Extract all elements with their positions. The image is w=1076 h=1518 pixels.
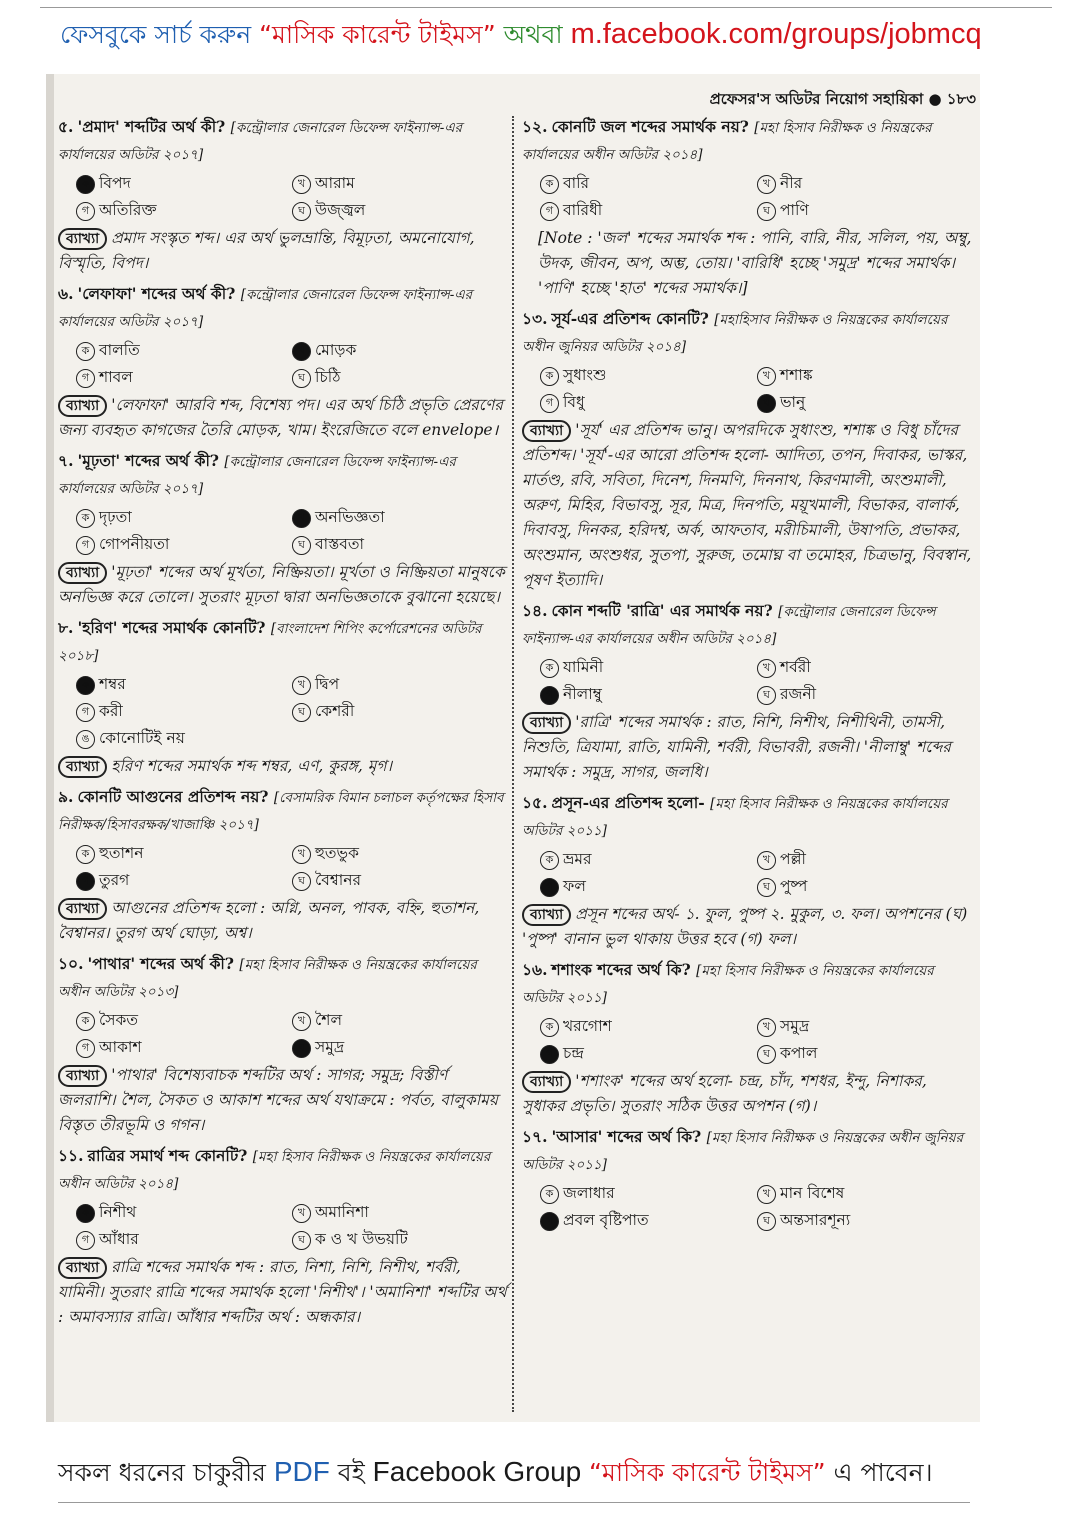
question-source: [মহা হিসাব নিরীক্ষক ও নিয়ন্ত্রকের কার্যালয়ের অধীন অডিটর ২০১৪]: [58, 1149, 491, 1192]
option-item: [292, 1226, 508, 1253]
option-text: বালতি: [99, 341, 140, 359]
question-number: ১৩.: [522, 309, 548, 328]
question-source: [মহা হিসাব নিরীক্ষক ও নিয়ন্ত্রকের কার্যালয়ের অডিটর ২০১১]: [522, 796, 948, 839]
option-marker: ঘ: [757, 1212, 776, 1231]
option-text: বৈশ্বানর: [315, 871, 362, 889]
correct-answer-marker: গ: [540, 1045, 559, 1064]
option-item: [76, 1007, 292, 1034]
options-grid: [76, 671, 508, 752]
option-text: খরগোশ: [563, 1017, 612, 1035]
option-marker: ক: [76, 1012, 95, 1031]
question-block: [58, 448, 508, 610]
explanation-tag: ব্যাখ্যা: [522, 420, 571, 442]
option-text: শৈল: [315, 1011, 342, 1029]
question-line: [58, 281, 508, 335]
question-source: [বেসামরিক বিমান চলাচল কর্তৃপক্ষের হিসাব নিরীক্ষক/হিসাবরক্ষক/খাজাঞ্চি ২০১৭]: [58, 790, 504, 833]
explanation: [522, 710, 974, 785]
question-source: [কন্ট্রোলার জেনারেল ডিফেন্স ফাইন্যান্স-এর কার্যালয়ের অধীন অডিটর ২০১৪]: [522, 604, 936, 647]
question-text: কোনটি আগুনের প্রতিশব্দ নয়?: [77, 787, 269, 806]
option-item: [757, 1207, 974, 1234]
question-block: [522, 790, 974, 952]
option-item: [540, 197, 757, 224]
option-item: [757, 389, 974, 416]
option-marker: খ: [757, 659, 776, 678]
question-line: [58, 951, 508, 1005]
explanation-text: 'শশাংক' শব্দের অর্থ হলো- চন্দ্র, চাঁদ, শশধর, ইন্দু, নিশাকর, সুধাকর প্রভৃতি। সুতরাং সঠিক উত্তর অপশন (গ)।: [522, 1072, 927, 1115]
question-block: [58, 951, 508, 1138]
option-text: সমুদ্র: [780, 1017, 810, 1035]
question-line: [522, 1124, 974, 1178]
option-item: [292, 1199, 508, 1226]
question-block: [58, 784, 508, 946]
option-item: [76, 197, 292, 224]
option-text: সুধাংশু: [563, 366, 607, 384]
explanation-text: 'সূর্য' এর প্রতিশব্দ ভানু। অপরদিকে সুধাংশু, শশাঙ্ক ও বিধু চাঁদের প্রতিশব্দ। 'সূর্য'-এর আরো প্রতিশব্দ হলো- আদিত্য, তপন, দিবাকর, ভাস্কর, মার্তণ্ড, রবি, সবিতা, দিনেশ, দিনমণি, দিননাথ, কিরণমালী, অংশুমালী, অরুণ, মিহির, বিভাবসু, সূর, মিত্র, দিনপতি, ময়ূখমালী, বিভাকর, বালার্ক, দিবাবসু, দিনকর, হরিদশ্ব, অর্ক, আফতাব, মরীচিমালী, উষাপতি, প্রভাকর, অংশুমান, অংশুধর, সুতপা, সুরুজ, তমোঘ্ন বা তমোহর, চিত্রভানু, বিবস্বান, পূষণ ইত্যাদি।: [522, 421, 972, 589]
option-marker: ক: [540, 1185, 559, 1204]
question-block: [522, 306, 974, 593]
explanation-tag: ব্যাখ্যা: [522, 904, 571, 926]
option-item: [292, 867, 508, 894]
option-text: তুরগ: [99, 871, 130, 889]
option-marker: ঙ: [76, 730, 95, 749]
banner-url-link[interactable]: m.facebook.com/groups/jobmcq: [570, 18, 982, 50]
bottom-text-3: এ পাবেন।: [825, 1458, 933, 1487]
option-marker: ঘ: [757, 202, 776, 221]
option-marker: ক: [540, 851, 559, 870]
option-text: অতিরিক্ত: [99, 201, 157, 219]
option-text: কেশরী: [315, 702, 355, 720]
option-text: শশাঙ্ক: [780, 366, 813, 384]
option-marker: ঘ: [757, 878, 776, 897]
option-marker: খ: [292, 676, 311, 695]
option-text: ফল: [563, 877, 586, 895]
explanation-text: প্রসূন শব্দের অর্থ- ১. ফুল, পুষ্প ২. মুকুল, ৩. ফল। অপশনের (ঘ) 'পুষ্প' বানান ভুল থাকায় উত্তর হবে (গ) ফল।: [522, 905, 968, 948]
option-marker: গ: [76, 202, 95, 221]
correct-answer-marker: ঘ: [757, 394, 776, 413]
left-column: [58, 114, 508, 1335]
option-item: [292, 671, 508, 698]
explanation-text: হরিণ শব্দের সমার্থক শব্দ শম্বর, এণ, কুরঙ্গ, মৃগ।: [111, 757, 393, 775]
options-grid: [76, 1199, 508, 1253]
options-grid: [540, 846, 974, 900]
option-text: শাবল: [99, 368, 133, 386]
option-item: [757, 362, 974, 389]
options-grid: [76, 337, 508, 391]
option-text: পল্লী: [780, 850, 806, 868]
option-marker: গ: [76, 536, 95, 555]
question-number: ৭.: [58, 451, 74, 470]
option-text: বাস্তবতা: [315, 535, 365, 553]
explanation: [522, 418, 974, 593]
option-text: শম্বর: [99, 675, 126, 693]
option-marker: ঘ: [292, 872, 311, 891]
option-item: [540, 362, 757, 389]
option-item: [76, 364, 292, 391]
question-block: [522, 1124, 974, 1234]
option-item: [76, 531, 292, 558]
option-item: [540, 873, 757, 900]
option-marker: গ: [540, 394, 559, 413]
correct-answer-marker: গ: [540, 878, 559, 897]
question-text: 'আসার' শব্দের অর্থ কি?: [551, 1127, 702, 1146]
option-marker: খ: [757, 851, 776, 870]
question-source: [বাংলাদেশ শিপিং কর্পোরেশনের অডিটর ২০১৮]: [58, 621, 482, 664]
question-line: [522, 790, 974, 844]
bottom-text-1: সকল ধরনের চাকুরীর: [58, 1458, 274, 1487]
option-item: [757, 170, 974, 197]
question-source: [মহা হিসাব নিরীক্ষক ও নিয়ন্ত্রকের কার্যালয়ের অডিটর ২০১১]: [522, 963, 934, 1006]
question-text: প্রসূন-এর প্রতিশব্দ হলো-: [551, 793, 705, 812]
option-item: [76, 698, 292, 725]
question-number: ১৭.: [522, 1127, 548, 1146]
option-item: [757, 846, 974, 873]
question-number: ৮.: [58, 618, 74, 637]
question-line: [58, 784, 508, 838]
options-grid: [76, 1007, 508, 1061]
right-column: [522, 114, 974, 1239]
question-block: [58, 1143, 508, 1330]
option-text: নীর: [780, 174, 803, 192]
option-marker: খ: [757, 1018, 776, 1037]
option-marker: ঘ: [292, 703, 311, 722]
correct-answer-marker: গ: [76, 872, 95, 891]
question-number: ১৪.: [522, 601, 548, 620]
correct-answer-marker: ক: [76, 1204, 95, 1223]
option-marker: ক: [540, 367, 559, 386]
option-text: কোনোটিই নয়: [99, 729, 185, 747]
option-marker: ঘ: [292, 202, 311, 221]
question-number: ৯.: [58, 787, 74, 806]
explanation-tag: ব্যাখ্যা: [58, 1257, 107, 1279]
option-item: [76, 725, 292, 752]
option-text: অন্তসারশূন্য: [780, 1211, 851, 1229]
option-text: বারি: [563, 174, 590, 192]
option-item: [540, 1207, 757, 1234]
question-text: কোন শব্দটি 'রাত্রি' এর সমার্থক নয়?: [551, 601, 773, 620]
option-item: [540, 846, 757, 873]
option-text: রজনী: [780, 685, 817, 703]
explanation-text: আগুনের প্রতিশব্দ হলো : অগ্নি, অনল, পাবক, বহ্নি, হুতাশন, বৈশ্বানর। তুরগ অর্থ ঘোড়া, অশ্ব।: [58, 899, 480, 942]
option-text: যামিনী: [563, 658, 604, 676]
option-item: [76, 1226, 292, 1253]
bottom-banner: [58, 1450, 1058, 1494]
option-marker: খ: [757, 1185, 776, 1204]
options-grid: [76, 840, 508, 894]
option-marker: গ: [540, 202, 559, 221]
option-marker: ক: [76, 509, 95, 528]
bottom-rule: [58, 1502, 970, 1503]
option-item: [292, 364, 508, 391]
bottom-text-2: বই: [329, 1458, 373, 1487]
option-marker: ঘ: [292, 369, 311, 388]
explanation-tag: ব্যাখ্যা: [522, 1071, 571, 1093]
explanation-tag: ব্যাখ্যা: [58, 395, 107, 417]
option-text: জলাধার: [563, 1184, 615, 1202]
question-source: [কন্ট্রোলার জেনারেল ডিফেন্স ফাইন্যান্স-এর কার্যালয়ের অডিটর ২০১৭]: [58, 454, 456, 497]
option-text: কপাল: [780, 1044, 818, 1062]
option-text: বিধু: [563, 393, 585, 411]
option-marker: খ: [757, 367, 776, 386]
question-text: রাত্রির সমার্থ শব্দ কোনটি?: [87, 1146, 248, 1165]
option-marker: ঘ: [292, 1231, 311, 1250]
option-marker: খ: [757, 175, 776, 194]
option-item: [76, 671, 292, 698]
option-text: করী: [99, 702, 123, 720]
option-text: সমুদ্র: [315, 1038, 345, 1056]
question-text: সূর্য-এর প্রতিশব্দ কোনটি?: [551, 309, 709, 328]
option-item: [292, 170, 508, 197]
explanation-text: 'পাথার' বিশেষ্যবাচক শব্দটির অর্থ : সাগর; সমুদ্র; বিস্তীর্ণ জলরাশি। শৈল, সৈকত ও আকাশ শব্দের অর্থ যথাক্রমে : পর্বত, বালুকাময় বিস্তৃত তীরভূমি ও গগন।: [58, 1066, 498, 1134]
question-number: ১০.: [58, 954, 84, 973]
option-item: [76, 840, 292, 867]
options-grid: [540, 1180, 974, 1234]
explanation-text: 'মূঢ়তা' শব্দের অর্থ মূর্খতা, নিষ্ক্রিয়তা। মূর্খতা ও নিষ্ক্রিয়তা মানুষকে অনভিজ্ঞ করে তোলে। সুতরাং মূঢ়তা দ্বারা অনভিজ্ঞতাকে বুঝানো হয়েছে।: [58, 563, 505, 606]
question-block: [522, 598, 974, 785]
option-marker: গ: [76, 369, 95, 388]
question-source: [কন্ট্রোলার জেনারেল ডিফেন্স ফাইন্যান্স-এর কার্যালয়ের অডিটর ২০১৭]: [58, 120, 463, 163]
option-marker: গ: [76, 1231, 95, 1250]
option-item: [540, 654, 757, 681]
explanation-tag: ব্যাখ্যা: [522, 712, 571, 734]
option-text: পুষ্প: [780, 877, 808, 895]
question-number: ৫.: [58, 117, 74, 136]
options-grid: [76, 504, 508, 558]
option-item: [76, 337, 292, 364]
question-number: ৬.: [58, 284, 74, 303]
explanation: [58, 560, 508, 610]
question-text: 'প্রমাদ' শব্দটির অর্থ কী?: [77, 117, 226, 136]
scanned-page: [46, 74, 980, 1422]
option-marker: ঘ: [757, 686, 776, 705]
option-text: আকাশ: [99, 1038, 142, 1056]
bottom-group-name: “মাসিক কারেন্ট টাইমস”: [589, 1458, 826, 1487]
option-text: বারিধী: [563, 201, 603, 219]
bottom-facebook-group: Facebook Group: [372, 1456, 589, 1487]
question-line: [522, 957, 974, 1011]
question-source: [মহাহিসাব নিরীক্ষক ও নিয়ন্ত্রকের কার্যালয়ের অধীন জুনিয়র অডিটর ২০১৪]: [522, 312, 948, 355]
question-number: ১২.: [522, 117, 548, 136]
option-marker: খ: [292, 175, 311, 194]
option-text: প্রবল বৃষ্টিপাত: [563, 1211, 649, 1229]
option-text: নিশীথ: [99, 1203, 137, 1221]
question-text: 'হরিণ' শব্দের সমার্থক কোনটি?: [77, 618, 266, 637]
options-grid: [540, 362, 974, 416]
question-line: [58, 448, 508, 502]
option-text: হুতভুক: [315, 844, 359, 862]
option-text: আরাম: [315, 174, 355, 192]
option-item: [292, 197, 508, 224]
option-text: উজ্জ্বল: [315, 201, 366, 219]
option-text: সৈকত: [99, 1011, 138, 1029]
option-text: মোড়ক: [315, 341, 357, 359]
option-text: ভানু: [780, 393, 806, 411]
option-marker: খ: [292, 1204, 311, 1223]
question-source: [মহা হিসাব নিরীক্ষক ও নিয়ন্ত্রকের অধীন জুনিয়র অডিটর ২০১১]: [522, 1130, 964, 1173]
option-item: [76, 867, 292, 894]
question-source: [মহা হিসাব নিরীক্ষক ও নিয়ন্ত্রকের কার্যালয়ের অধীন অডিটর ২০১৪]: [522, 120, 932, 163]
option-text: মান বিশেষ: [780, 1184, 845, 1202]
option-marker: গ: [76, 703, 95, 722]
explanation-tag: ব্যাখ্যা: [58, 562, 107, 584]
question-block: [522, 114, 974, 301]
explanation-text: 'রাত্রি' শব্দের সমার্থক : রাত, নিশি, নিশীথ, নিশীথিনী, তামসী, নিশুতি, ত্রিযামা, রাতি, যামিনী, শর্বরী, বিভাবরী, রজনী। 'নীলাম্বু' শব্দের সমার্থক : সমুদ্র, সাগর, জলধি।: [522, 713, 951, 781]
explanation: [58, 226, 508, 276]
question-line: [58, 114, 508, 168]
option-item: [757, 1013, 974, 1040]
explanation: [58, 896, 508, 946]
option-text: অমানিশা: [315, 1203, 369, 1221]
option-text: ক ও খ উভয়টি: [315, 1230, 408, 1248]
option-text: আঁধার: [99, 1230, 139, 1248]
option-item: [76, 1199, 292, 1226]
question-number: ১১.: [58, 1146, 84, 1165]
option-text: দ্বিপ: [315, 675, 340, 693]
question-text: কোনটি জল শব্দের সমার্থক নয়?: [551, 117, 749, 136]
option-item: [540, 1040, 757, 1067]
option-text: শর্বরী: [780, 658, 811, 676]
option-item: [292, 698, 508, 725]
option-item: [292, 840, 508, 867]
question-block: [58, 114, 508, 276]
option-item: [540, 1180, 757, 1207]
option-marker: ক: [540, 175, 559, 194]
explanation-tag: ব্যাখ্যা: [58, 898, 107, 920]
explanation-text: রাত্রি শব্দের সমার্থক শব্দ : রাত, নিশা, নিশি, নিশীথ, শর্বরী, যামিনী। সুতরাং রাত্রি শব্দের সমার্থক হলো 'নিশীথ'। 'অমানিশা' শব্দটির অর্থ : অমাবস্যার রাত্রি। আঁধার শব্দটির অর্থ : অন্ধকার।: [58, 1258, 507, 1326]
correct-answer-marker: ক: [76, 175, 95, 194]
correct-answer-marker: গ: [540, 686, 559, 705]
option-marker: ক: [540, 1018, 559, 1037]
option-text: অনভিজ্ঞতা: [315, 508, 385, 526]
option-item: [757, 654, 974, 681]
option-item: [540, 1013, 757, 1040]
question-line: [522, 114, 974, 168]
option-text: ভ্রমর: [563, 850, 592, 868]
correct-answer-marker: গ: [540, 1212, 559, 1231]
option-item: [540, 681, 757, 708]
option-marker: গ: [76, 1039, 95, 1058]
option-text: বিপদ: [99, 174, 131, 192]
question-text: 'পাথার' শব্দের অর্থ কী?: [87, 954, 234, 973]
option-item: [76, 504, 292, 531]
option-item: [540, 170, 757, 197]
option-text: চিঠি: [315, 368, 341, 386]
explanation: [58, 1063, 508, 1138]
question-block: [522, 957, 974, 1119]
option-item: [757, 1040, 974, 1067]
option-marker: ঘ: [292, 536, 311, 555]
options-grid: [540, 1013, 974, 1067]
option-text: গোপনীয়তা: [99, 535, 170, 553]
question-text: শশাংক শব্দের অর্থ কি?: [551, 960, 691, 979]
question-block: [58, 281, 508, 443]
explanation-tag: ব্যাখ্যা: [58, 756, 107, 778]
explanation: [58, 393, 508, 443]
top-banner: [60, 12, 1060, 56]
banner-or-text: অথবা: [495, 20, 571, 49]
correct-answer-marker: খ: [292, 342, 311, 361]
question-line: [58, 615, 508, 669]
explanation: [58, 754, 508, 779]
option-item: [757, 873, 974, 900]
option-item: [76, 1034, 292, 1061]
option-item: [292, 1007, 508, 1034]
option-text: হুতাশন: [99, 844, 144, 862]
correct-answer-marker: ক: [76, 676, 95, 695]
question-block: [58, 615, 508, 779]
option-marker: ঘ: [757, 1045, 776, 1064]
explanation-tag: ব্যাখ্যা: [58, 1065, 107, 1087]
explanation-text: প্রমাদ সংস্কৃত শব্দ। এর অর্থ ভুলভ্রান্তি, বিমূঢ়তা, অমনোযোগ, বিস্মৃতি, বিপদ।: [58, 229, 475, 272]
option-item: [757, 1180, 974, 1207]
option-item: [757, 681, 974, 708]
bottom-pdf: PDF: [273, 1456, 330, 1487]
question-line: [522, 598, 974, 652]
option-marker: ক: [540, 659, 559, 678]
running-head: প্রফেসর'স অডিটর নিয়োগ সহায়িকা ● ১৮৩: [709, 90, 976, 108]
explanation: [522, 902, 974, 952]
question-number: ১৫.: [522, 793, 548, 812]
explanation-tag: ব্যাখ্যা: [58, 228, 107, 250]
column-divider: [512, 116, 514, 1412]
option-marker: ক: [76, 845, 95, 864]
option-item: [292, 1034, 508, 1061]
option-item: [540, 389, 757, 416]
option-marker: খ: [292, 845, 311, 864]
explanation-text: 'লেফাফা' আরবি শব্দ, বিশেষ্য পদ। এর অর্থ চিঠি প্রভৃতি প্রেরণের জন্য ব্যবহৃত কাগজের তৈরি মোড়ক, খাম। ইংরেজিতে বলে envelope।: [58, 396, 503, 439]
question-source: [কন্ট্রোলার জেনারেল ডিফেন্স ফাইন্যান্স-এর কার্যালয়ের অডিটর ২০১৭]: [58, 287, 473, 330]
options-grid: [540, 654, 974, 708]
option-item: [292, 504, 508, 531]
question-line: [58, 1143, 508, 1197]
correct-answer-marker: খ: [292, 509, 311, 528]
explanation: [522, 1069, 974, 1119]
top-rule: [40, 7, 1052, 8]
banner-group-name: “মাসিক কারেন্ট টাইমস”: [259, 20, 496, 49]
option-marker: খ: [292, 1012, 311, 1031]
option-marker: ক: [76, 342, 95, 361]
option-item: [292, 337, 508, 364]
question-line: [522, 306, 974, 360]
option-text: পাণি: [780, 201, 809, 219]
option-text: চন্দ্র: [563, 1044, 584, 1062]
explanation: [58, 1255, 508, 1330]
option-item: [292, 531, 508, 558]
question-number: ১৬.: [522, 960, 548, 979]
option-item: [757, 197, 974, 224]
correct-answer-marker: ঘ: [292, 1039, 311, 1058]
question-text: 'লেফাফা' শব্দের অর্থ কী?: [77, 284, 236, 303]
question-text: 'মূঢ়তা' শব্দের অর্থ কী?: [77, 451, 219, 470]
question-source: [মহা হিসাব নিরীক্ষক ও নিয়ন্ত্রকের কার্যালয়ের অধীন অডিটর ২০১৩]: [58, 957, 477, 1000]
note-text: [Note : 'জল' শব্দের সমার্থক শব্দ : পানি, বারি, নীর, সলিল, পয়, অম্বু, উদক, জীবন, অপ, অম্ভ, তোয়। 'বারিধি' হচ্ছে 'সমুদ্র' শব্দের সমার্থক। 'পাণি' হচ্ছে 'হাত' শব্দের সমার্থক।]: [538, 229, 972, 297]
options-grid: [76, 170, 508, 224]
options-grid: [540, 170, 974, 224]
banner-search-text: ফেসবুকে সার্চ করুন: [60, 20, 260, 49]
option-text: দৃঢ়তা: [99, 508, 132, 526]
option-text: নীলাম্বু: [563, 685, 602, 703]
option-item: [76, 170, 292, 197]
